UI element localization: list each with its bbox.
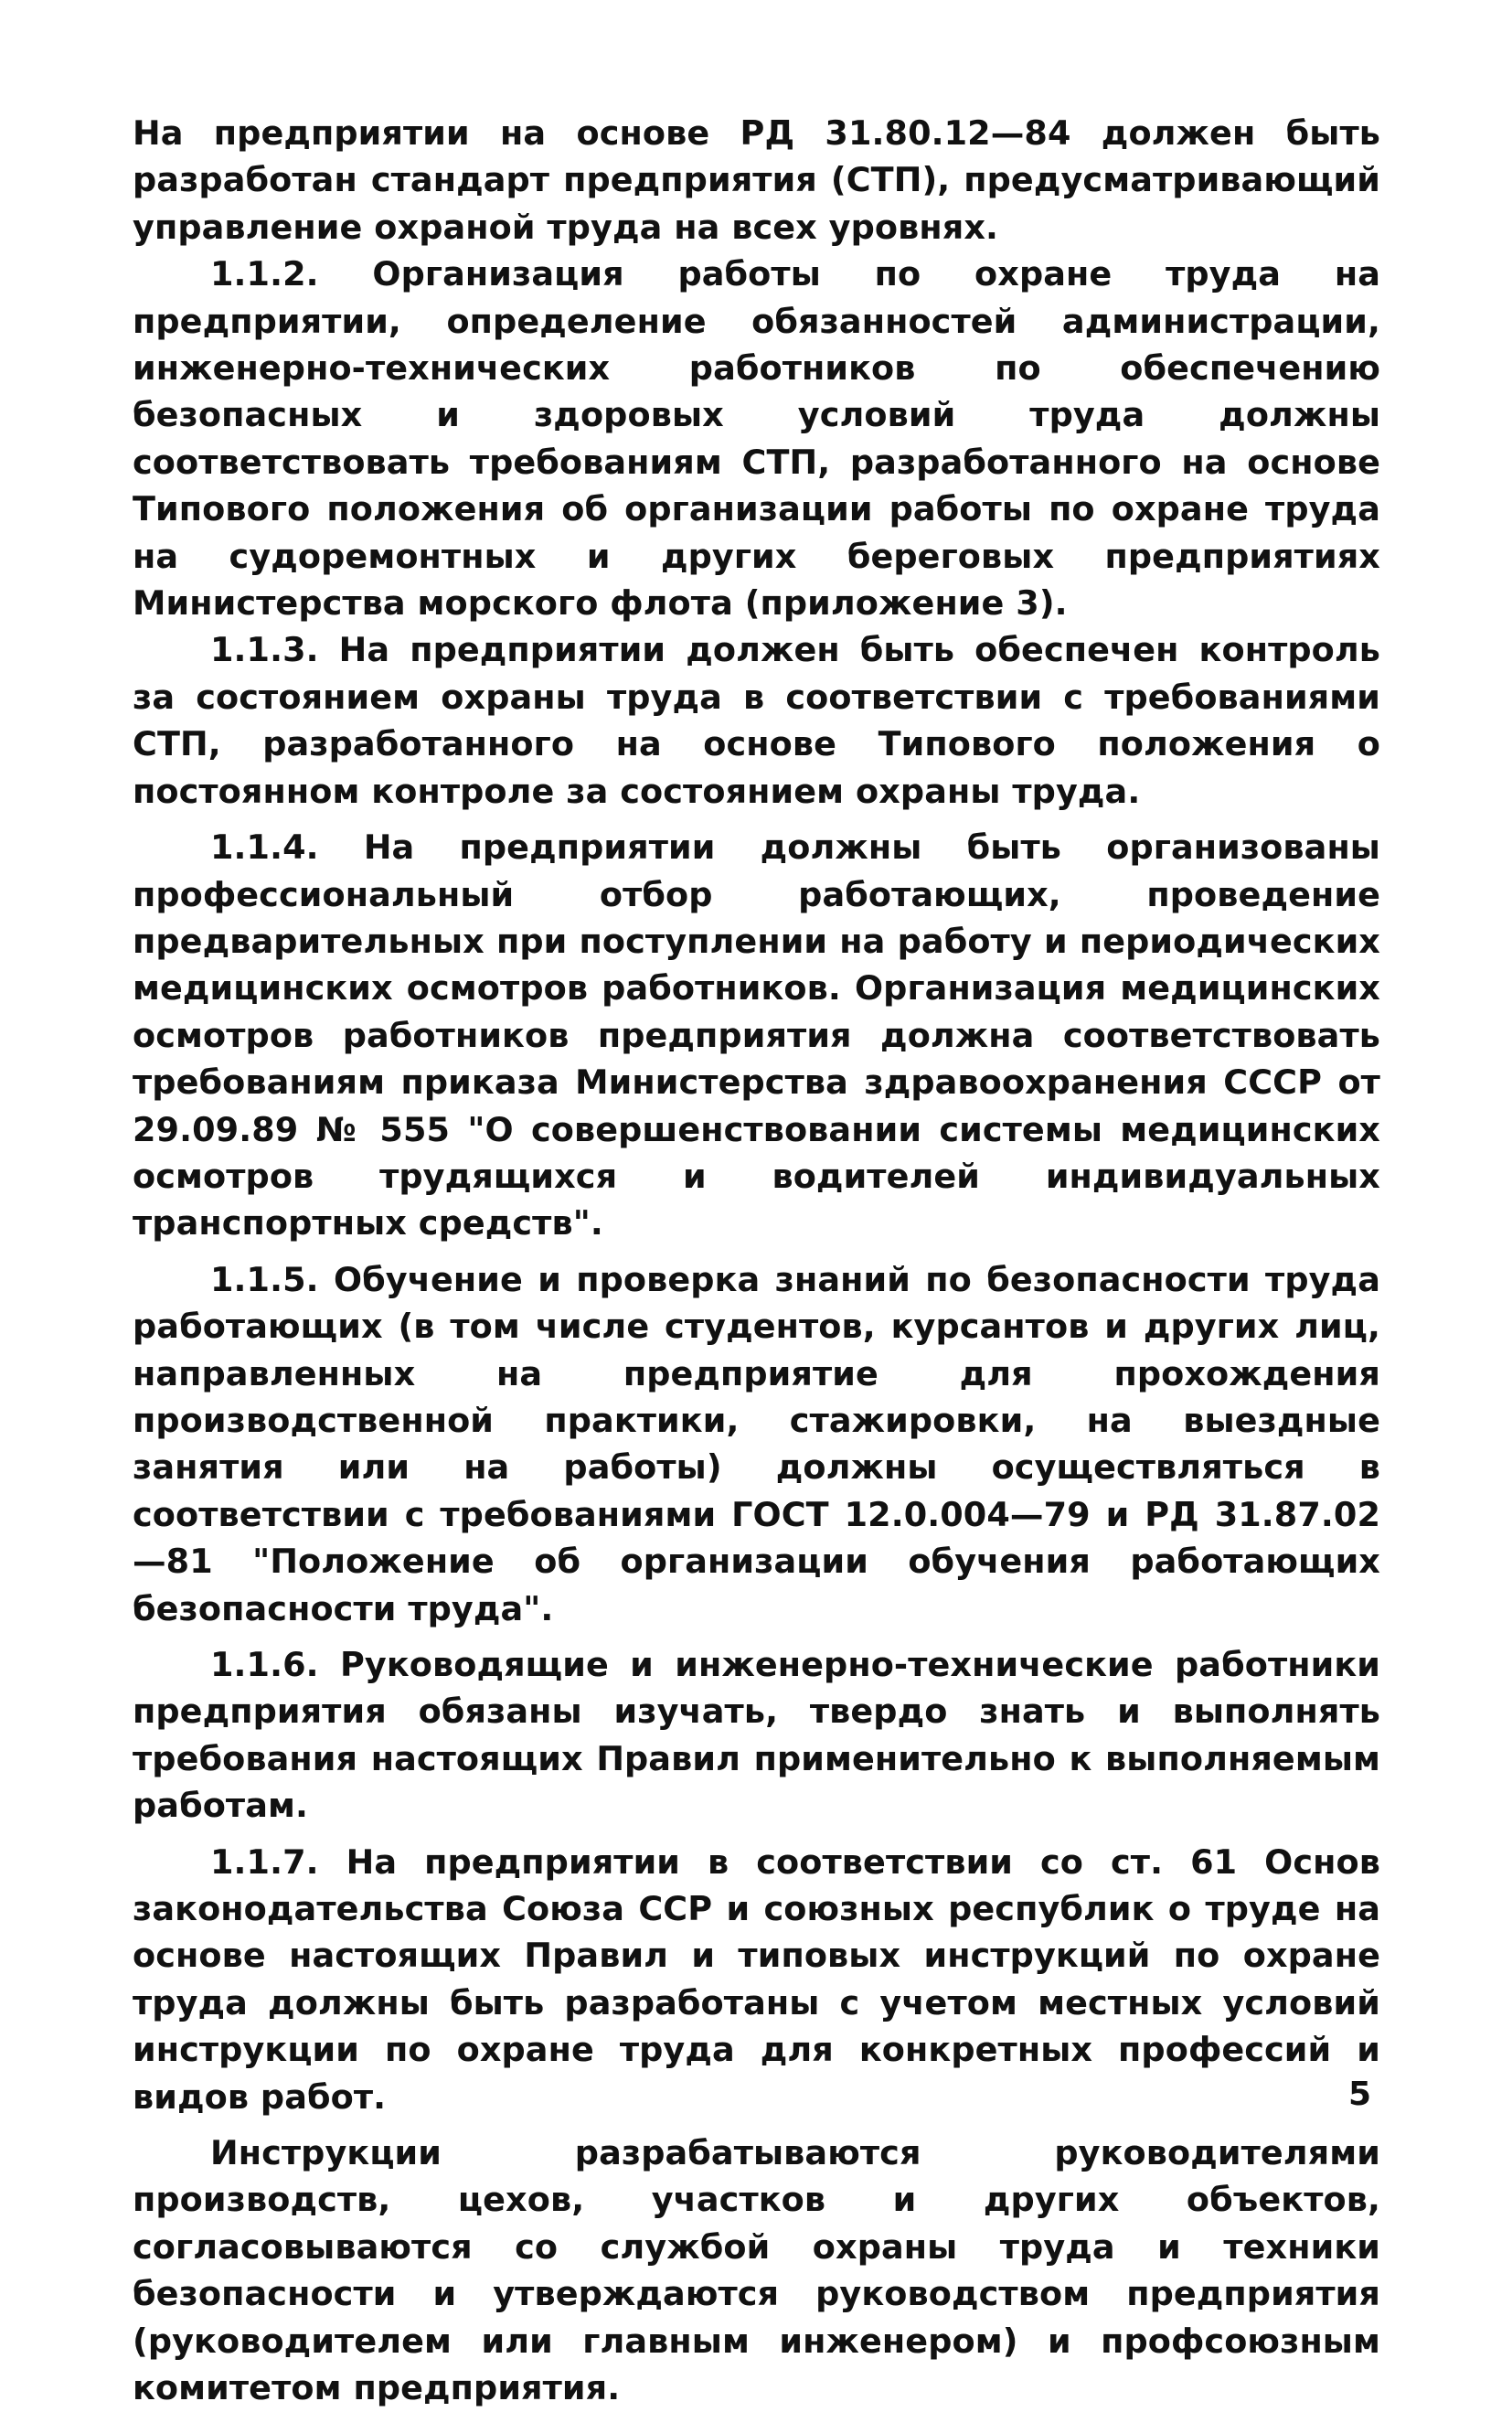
paragraph-1-1-4: 1.1.4. На предприятии должны быть организованы профессиональный отбор работающих, проведение предварительных при поступлении на работу и периодических медицинских осмотров работников. Организация медицинских осмотров работников предприятия должна соответствовать требованиям приказа Министерства здравоохранения СССР от 29.09.89 № 555 "О совершенствовании системы медицинских осмотров трудящихся и водителей индивидуальных транспортных средств". xyxy=(133,827,1380,1243)
document-body xyxy=(133,110,1380,2412)
paragraph-1-1-7: 1.1.7. На предприятии в соответствии со ст. 61 Основ законодательства Союза ССР и союзных республик о труде на основе настоящих Правил и типовых инструкций по охране труда должны быть разработаны с учетом местных условий инструкции по охране труда для конкретных профессий и видов работ. xyxy=(133,1841,1380,2117)
paragraph-1-1-2: 1.1.2. Организация работы по охране труда на предприятии, определение обязанностей администрации, инженерно-технических работников по обеспечению безопасных и здоровых условий труда должны соответствовать требованиям СТП, разработанного на основе Типового положения об организации работы по охране труда на судоремонтных и других береговых предприятиях Министерства морского флота (приложение 3). xyxy=(133,254,1380,624)
paragraph-instructions: Инструкции разрабатываются руководителями производств, цехов, участков и других объектов, согласовываются со службой охраны труда и техники безопасности и утверждаются руководством предприятия (руководителем или главным инженером) и профсоюзным комитетом предприятия. xyxy=(133,2133,1380,2408)
paragraph-1-1-5: 1.1.5. Обучение и проверка знаний по безопасности труда работающих (в том числе студентов, курсантов и других лиц, направленных на предприятие для прохождения производственной практики, стажировки, на выездные занятия или на работы) должны осуществляться в соответствии с требованиями ГОСТ 12.0.004—79 и РД 31.87.02—81 "Положение об организации обучения работающих безопасности труда". xyxy=(133,1259,1380,1628)
paragraph-1-1-3: 1.1.3. На предприятии должен быть обеспечен контроль за состоянием охраны труда в соответствии с требованиями СТП, разработанного на основе Типового положения о постоянном контроле за состоянием охраны труда. xyxy=(133,630,1380,811)
paragraph-intro: На предприятии на основе РД 31.80.12—84 должен быть разработан стандарт предприятия (СТП), предусматривающий управление охраной труда на всех уровнях. xyxy=(133,113,1380,247)
paragraph-1-1-6: 1.1.6. Руководящие и инженерно-технические работники предприятия обязаны изучать, твердо знать и выполнять требования настоящих Правил применительно к выполняемым работам. xyxy=(133,1645,1380,1826)
page-number: 5 xyxy=(1348,2076,1372,2113)
